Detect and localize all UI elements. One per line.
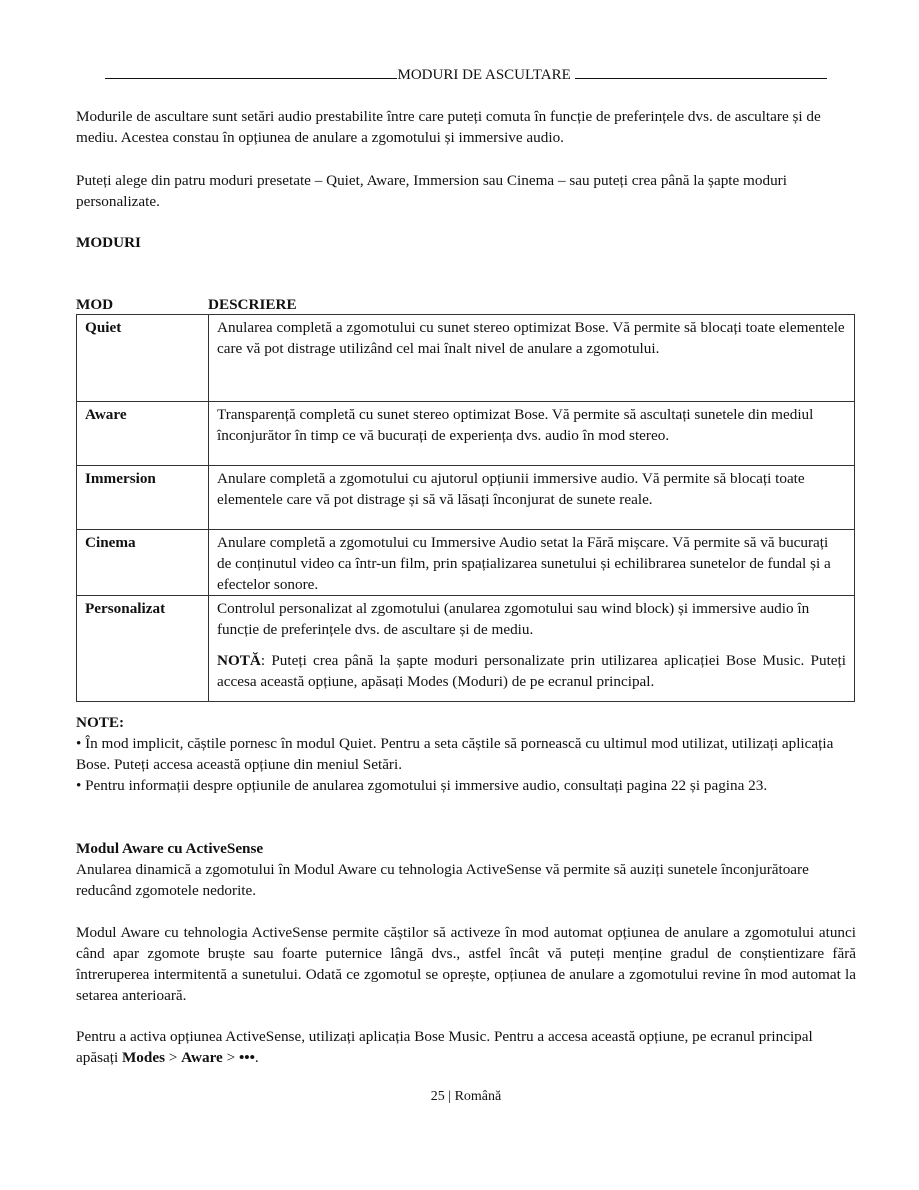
header-rule-right [575, 64, 827, 79]
mode-name: Immersion [77, 466, 209, 530]
table-row [77, 596, 855, 702]
path-separator: > [165, 1049, 182, 1066]
mode-description: Anulare completă a zgomotului cu Immersive Audio setat la Fără mișcare. Vă permite să vă bucurați de conținutul video ca într-un film, prin spațializarea sunetului și echilibrarea sunetelor de fundal și a efectelor sonore. [209, 530, 855, 596]
footer-language: Română [454, 1089, 502, 1104]
path-more-dots: ••• [238, 1049, 255, 1066]
table-header [76, 294, 856, 314]
mode-description: Anulare completă a zgomotului cu ajutorul opțiunii immersive audio. Vă permite să blocați toate elementele care vă pot distrage și să vă lăsați înconjurat de sunete reale. [209, 466, 855, 530]
document-page [76, 64, 856, 1104]
aware-section-title: Modul Aware cu ActiveSense [76, 840, 264, 857]
mode-description: Transparență completă cu sunet stereo optimizat Bose. Vă permite să ascultați sunetele din mediul înconjurător în timp ce vă bucurați de experiența dvs. audio în mod stereo. [209, 402, 855, 466]
column-header-description: DESCRIERE [208, 296, 297, 313]
path-aware: Aware [181, 1049, 223, 1066]
nota-block [217, 650, 846, 692]
aware-paragraph-1: Anularea dinamică a zgomotului în Modul Aware cu tehnologia ActiveSense vă permite să auziți sunetele înconjurătoare reducând zgomotele nedorite. [76, 861, 809, 899]
notes-section [76, 712, 856, 796]
note-item: • În mod implicit, căștile pornesc în modul Quiet. Pentru a seta căștile să pornească cu ultimul mod utilizat, utilizați aplicația Bose. Puteți accesa această opțiune din meniul Setări. [76, 735, 834, 773]
column-header-mode: MOD [76, 296, 114, 313]
notes-title: NOTE: [76, 714, 125, 731]
aware-paragraph-3 [76, 1026, 856, 1068]
table-row [77, 315, 855, 402]
page-number: 25 [430, 1089, 445, 1104]
mode-name: Cinema [77, 530, 209, 596]
table-row [77, 530, 855, 596]
mode-description: Controlul personalizat al zgomotului (anularea zgomotului sau wind block) și immersive audio în funcție de preferințele dvs. de ascultare și de mediu. [217, 600, 810, 638]
mode-description: Anularea completă a zgomotului cu sunet stereo optimizat Bose. Vă permite să blocați toate elementele care vă pot distrage utilizând cel mai înalt nivel de anulare a zgomotului. [209, 315, 855, 402]
header-rule-left [105, 64, 397, 79]
mode-name: Aware [77, 402, 209, 466]
mode-name: Quiet [77, 315, 209, 402]
aware-paragraph-2: Modul Aware cu tehnologia ActiveSense permite căștilor să activeze în mod automat opțiunea de anulare a zgomotului atunci când apar zgomote bruște sau foarte puternice lângă dvs., astfel încât vă puteți menține gradul de conștientizare fără întreruperea intermitentă a sunetului. Odată ce zgomotul se oprește, opțiunea de anulare a zgomotului revine în mod automat la setarea anterioară. [76, 924, 856, 1004]
path-modes: Modes [121, 1049, 165, 1066]
modes-table [76, 314, 855, 702]
nota-text: : Puteți crea până la șapte moduri personalizate prin utilizarea aplicației Bose Music. Puteți accesa această opțiune, apăsați Modes (Moduri) de pe ecranul principal. [217, 652, 846, 690]
path-separator: > [222, 1049, 239, 1066]
note-item: • Pentru informații despre opțiunile de anularea zgomotului și immersive audio, consultați pagina 22 și pagina 23. [76, 777, 768, 794]
aware-activesense-section [76, 838, 856, 901]
page-footer [76, 1086, 856, 1107]
mode-name: Personalizat [77, 596, 209, 702]
nota-label: NOTĂ [217, 652, 261, 669]
aware-p3-text: Pentru a activa opțiunea ActiveSense, utilizați aplicația Bose Music. Pentru a accesa această opțiune, pe ecranul principal apăsați [76, 1028, 813, 1066]
header-title: MODURI DE ASCULTARE [397, 67, 571, 83]
table-row [77, 402, 855, 466]
mode-description-cell [209, 596, 855, 702]
intro-paragraph-1: Modurile de ascultare sunt setări audio prestabilite între care puteți comuta în funcție de preferințele dvs. de ascultare și de mediu. Acestea constau în opțiunea de anulare a zgomotului și immersive audio. [76, 108, 821, 146]
page-header [76, 64, 856, 85]
path-end: . [254, 1049, 259, 1066]
section-title-moduri: MODURI [76, 234, 141, 251]
table-row [77, 466, 855, 530]
footer-separator: | [444, 1089, 455, 1104]
intro-paragraph-2: Puteți alege din patru moduri presetate – Quiet, Aware, Immersion sau Cinema – sau puteți crea până la șapte moduri personalizate. [76, 172, 787, 210]
